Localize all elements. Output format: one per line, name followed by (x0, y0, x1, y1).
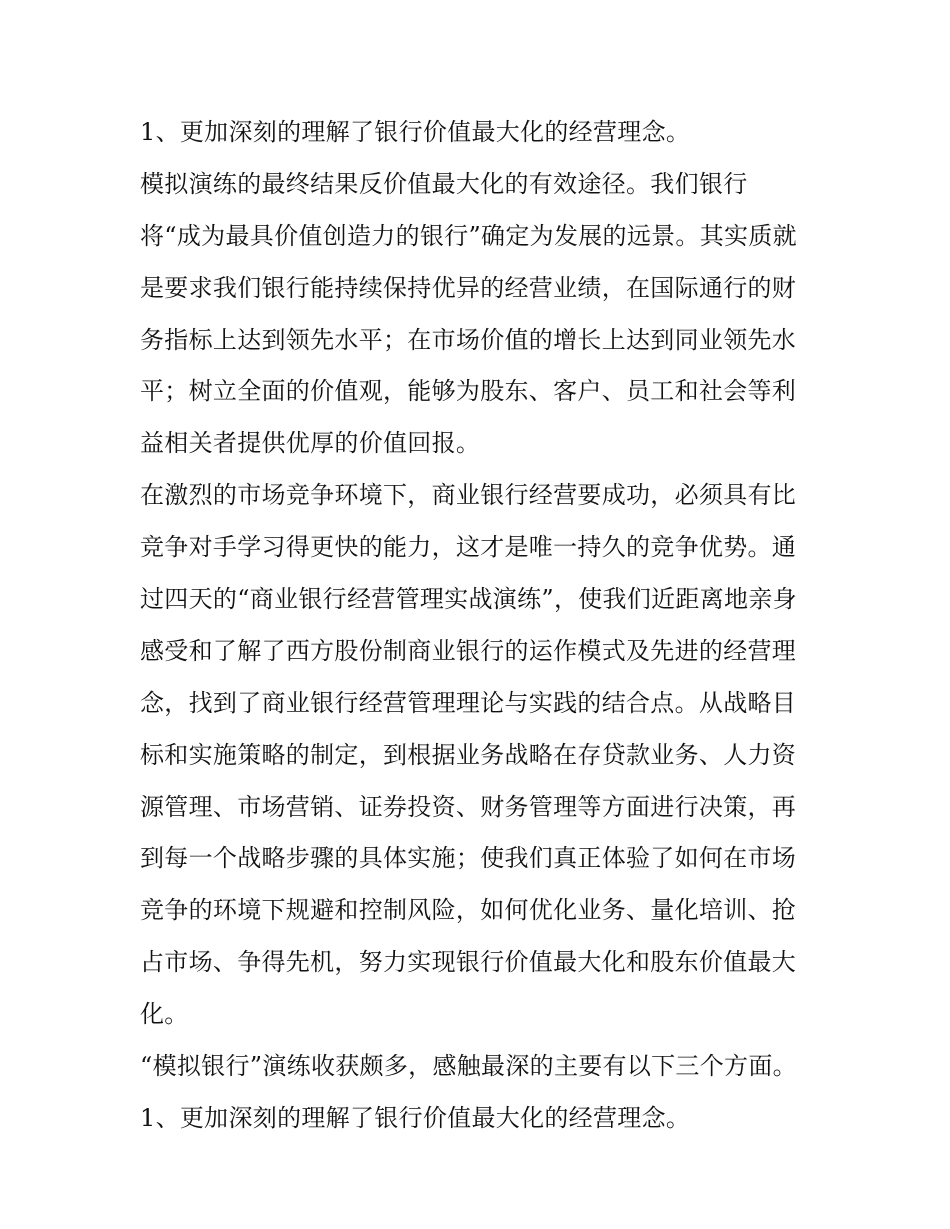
text-line: 占市场、争得先机，努力实现银行价值最大化和股东价值最大 (140, 948, 797, 977)
text-line: 源管理、市场营销、证券投资、财务管理等方面进行决策，再 (140, 792, 797, 821)
text-line: 竞争对手学习得更快的能力，这才是唯一持久的竞争优势。通 (140, 533, 797, 562)
text-line-heading-1-repeat: 1、更加深刻的理解了银行价值最大化的经营理念。 (140, 1103, 691, 1132)
text-line: “模拟银行”演练收获颇多，感触最深的主要有以下三个方面。 (140, 1052, 797, 1081)
document-body (140, 107, 820, 1145)
text-line: 到每一个战略步骤的具体实施；使我们真正体验了如何在市场 (140, 844, 797, 873)
text-line: 是要求我们银行能持续保持优异的经营业绩，在国际通行的财 (140, 273, 797, 302)
text-line: 在激烈的市场竞争环境下，商业银行经营要成功，必须具有比 (140, 481, 797, 510)
text-line: 模拟演练的最终结果反价值最大化的有效途径。我们银行 (140, 169, 748, 198)
text-line: 化。 (140, 1000, 189, 1029)
text-line-heading-1: 1、更加深刻的理解了银行价值最大化的经营理念。 (140, 118, 691, 146)
text-line: 感受和了解了西方股份制商业银行的运作模式及先进的经营理 (140, 636, 797, 665)
text-line: 标和实施策略的制定，到根据业务战略在存贷款业务、人力资 (140, 740, 797, 769)
text-line: 念，找到了商业银行经营管理理论与实践的结合点。从战略目 (140, 688, 797, 717)
text-line: 平；树立全面的价值观，能够为股东、客户、员工和社会等利 (140, 377, 797, 406)
text-line: 务指标上达到领先水平；在市场价值的增长上达到同业领先水 (140, 325, 797, 354)
text-line: 过四天的“商业银行经营管理实战演练”，使我们近距离地亲身 (140, 585, 797, 614)
text-line: 将“成为最具价值创造力的银行”确定为发展的远景。其实质就 (140, 221, 797, 250)
text-line: 竞争的环境下规避和控制风险，如何优化业务、量化培训、抢 (140, 896, 797, 925)
text-line: 益相关者提供优厚的价值回报。 (140, 429, 481, 458)
